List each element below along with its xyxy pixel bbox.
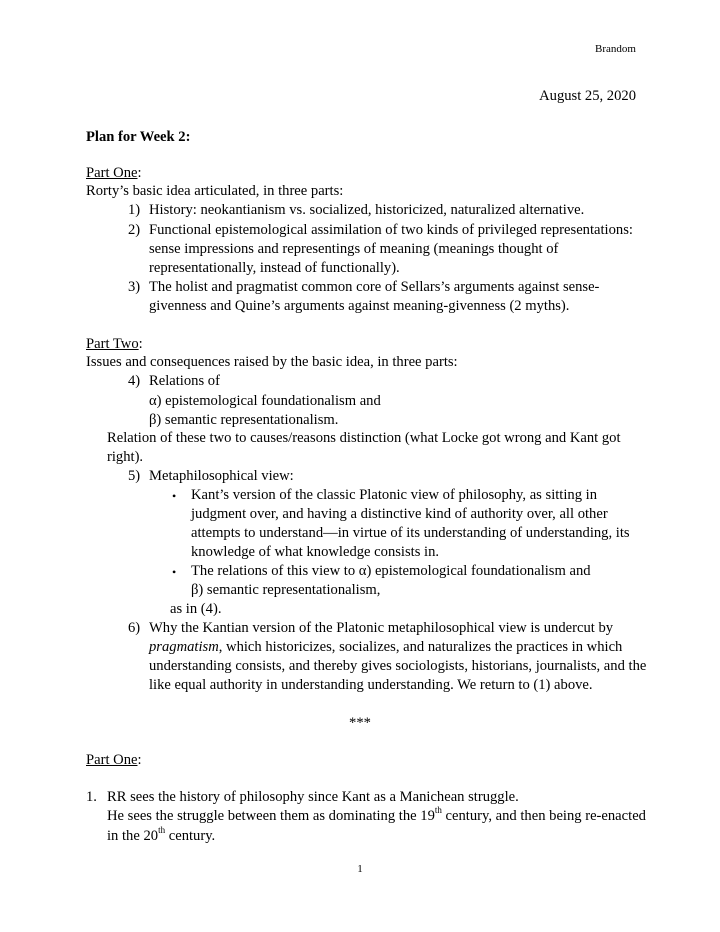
paragraph-text: in the 20 xyxy=(107,828,159,844)
part-one-intro: Rorty’s basic idea articulated, in three parts: xyxy=(86,183,344,199)
item-line: sense impressions and representings of meaning (meanings thought of xyxy=(149,241,559,257)
paragraph-number: 1. xyxy=(86,789,97,805)
bullet-line: β) semantic representationalism, xyxy=(191,582,381,598)
alpha-line: α) epistemological foundationalism and xyxy=(149,393,381,409)
document-date: August 25, 2020 xyxy=(539,88,636,104)
bullet-icon: • xyxy=(172,565,177,579)
bullet-line: Kant’s version of the classic Platonic view of philosophy, as sitting in xyxy=(191,487,598,503)
part-one-label-2: Part One xyxy=(86,752,138,768)
item-line: Metaphilosophical view: xyxy=(149,468,294,484)
paragraph-line xyxy=(107,827,215,845)
beta-line: β) semantic representationalism. xyxy=(149,412,339,428)
item-line: representationally, instead of functionally). xyxy=(149,260,400,276)
part-one-heading xyxy=(86,164,142,182)
bullet-line: attempts to understand—in virtue of its understanding of understanding, its xyxy=(191,525,630,541)
item-line: History: neokantianism vs. socialized, historicized, naturalized alternative. xyxy=(149,202,585,218)
item-line: Functional epistemological assimilation of two kinds of privileged representations: xyxy=(149,222,633,238)
item-number: 2) xyxy=(128,222,141,238)
item-line: like equal authority in understanding understanding. We return to (1) above. xyxy=(149,677,593,693)
item-line: givenness and Quine’s arguments against meaning-givenness (2 myths). xyxy=(149,298,570,314)
superscript: th xyxy=(158,825,166,836)
item-line xyxy=(149,638,622,656)
part-two-label: Part Two xyxy=(86,336,139,352)
item-number: 1) xyxy=(128,202,141,218)
item-number: 5) xyxy=(128,468,141,484)
bullet-line: knowledge of what knowledge consists in. xyxy=(191,544,440,560)
section-separator: *** xyxy=(349,715,371,731)
superscript: th xyxy=(434,805,442,816)
bullet-line: judgment over, and having a distinctive kind of authority over, all other xyxy=(191,506,608,522)
pragmatism-emphasis: pragmatism xyxy=(149,639,219,655)
bullet-line: The relations of this view to α) epistemological foundationalism and xyxy=(191,563,591,579)
item-line: The holist and pragmatist common core of Sellars’s arguments against sense- xyxy=(149,279,600,295)
paragraph-text: century, and then being re-enacted xyxy=(441,808,646,824)
item-line: Relations of xyxy=(149,373,220,389)
part-one-colon-2: : xyxy=(137,752,142,768)
part-two-intro: Issues and consequences raised by the basic idea, in three parts: xyxy=(86,354,458,370)
running-header: Brandom xyxy=(595,43,636,55)
part-two-heading xyxy=(86,335,143,353)
item-number: 4) xyxy=(128,373,141,389)
item-number: 6) xyxy=(128,620,141,636)
paragraph-text: century. xyxy=(165,828,216,844)
item-line: Why the Kantian version of the Platonic metaphilosophical view is undercut by xyxy=(149,620,614,636)
item-line-rest: , which historicizes, socializes, and naturalizes the practices in which xyxy=(218,639,623,655)
paragraph-line: RR sees the history of philosophy since Kant as a Manichean struggle. xyxy=(107,789,519,805)
relation-note-line: Relation of these two to causes/reasons distinction (what Locke got wrong and Kant got xyxy=(107,430,621,446)
relation-note-line: right). xyxy=(107,449,144,465)
part-one-colon: : xyxy=(137,165,142,181)
item-line: understanding consists, and thereby gives sociologists, historians, journalists, and the xyxy=(149,658,647,674)
page-number: 1 xyxy=(357,863,363,875)
bullet-icon: • xyxy=(172,489,177,503)
item-number: 3) xyxy=(128,279,141,295)
part-one-label: Part One xyxy=(86,165,138,181)
part-one-heading-2 xyxy=(86,751,142,769)
part-two-colon: : xyxy=(138,336,143,352)
bullet-tail: as in (4). xyxy=(170,601,222,617)
paragraph-text: He sees the struggle between them as dominating the 19 xyxy=(107,808,435,824)
paragraph-line xyxy=(107,807,646,825)
document-title: Plan for Week 2: xyxy=(86,129,191,145)
